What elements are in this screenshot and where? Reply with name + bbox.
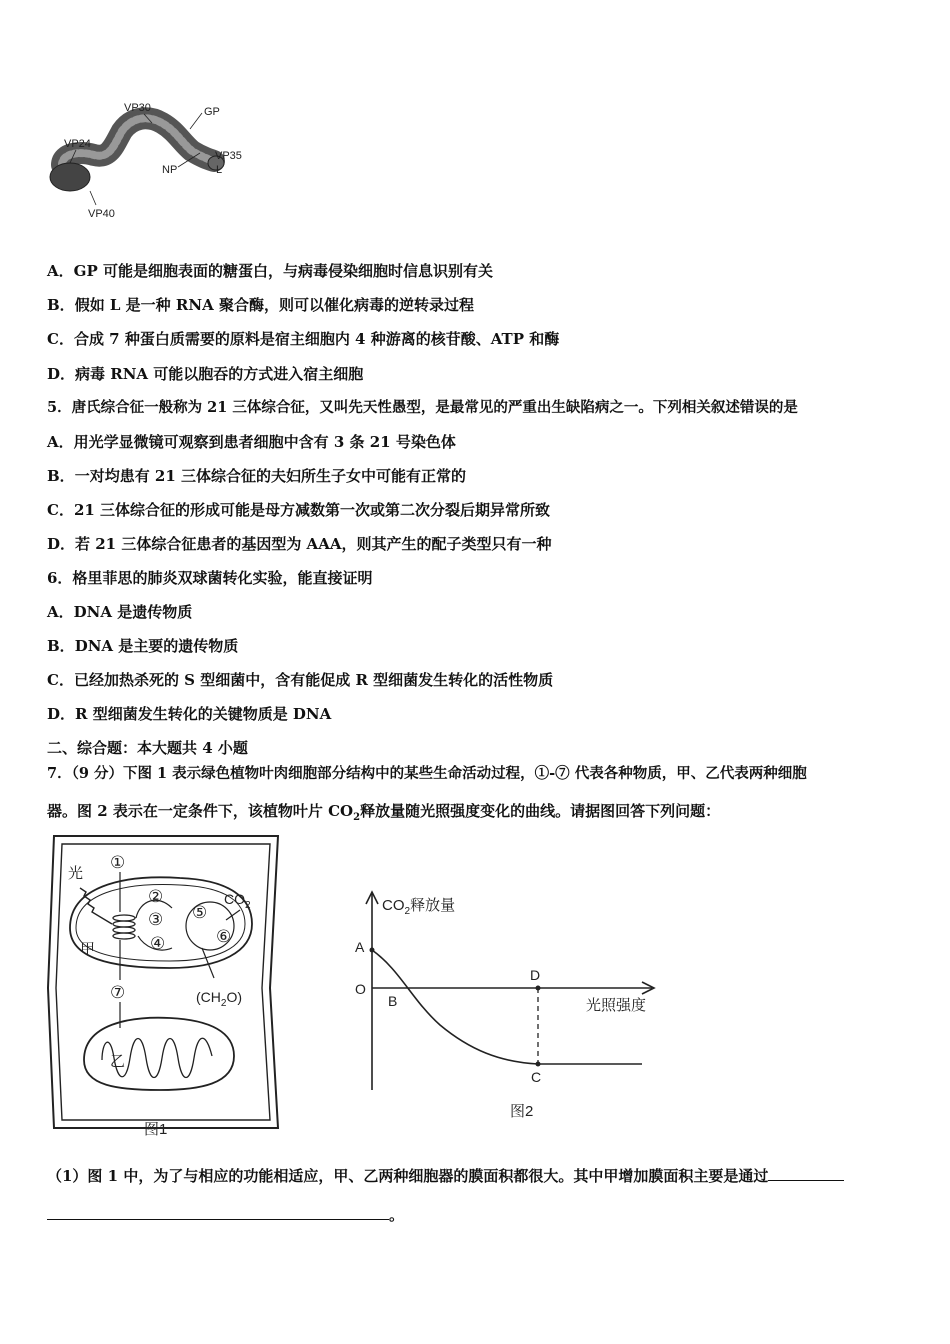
label-n7: ⑦	[110, 983, 126, 1002]
q6-stem: 6．格里菲思的肺炎双球菌转化实验，能直接证明	[47, 569, 373, 587]
label-c: C	[531, 1069, 542, 1085]
label-b: B	[388, 993, 398, 1009]
x-axis-label: 光照强度	[586, 997, 647, 1014]
q5-option-b: B．一对均患有 21 三体综合征的夫妇所生子女中可能有正常的	[47, 467, 467, 485]
q4-option-a: A．GP 可能是细胞表面的糖蛋白，与病毒侵染细胞时信息识别有关	[47, 262, 493, 280]
label-yi: 乙	[110, 1053, 126, 1070]
label-n4: ④	[150, 934, 166, 953]
virus-structure-figure	[40, 95, 260, 225]
figure-1-caption: 图1	[144, 1121, 168, 1138]
q6-option-b: B．DNA 是主要的遗传物质	[47, 637, 239, 655]
label-d: D	[530, 967, 541, 983]
q7-sub1-line1: （1）图 1 中，为了与相应的功能相适应，甲、乙两种细胞器的膜面积都很大。其中甲增加膜面积主要是通过	[47, 1166, 844, 1186]
answer-blank[interactable]	[768, 1166, 844, 1181]
y-axis-label: $CO_2$释放量	[382, 897, 456, 917]
q5-option-a: A．用光学显微镜可观察到患者细胞中含有 3 条 21 号染色体	[47, 433, 456, 451]
label-n5: ⑤	[192, 903, 208, 922]
q6-option-c: C．已经加热杀死的 S 型细菌中，含有能促成 R 型细菌发生转化的活性物质	[47, 671, 554, 689]
label-a: A	[355, 939, 365, 955]
figure-2-caption: 图2	[510, 1103, 534, 1120]
label-n2: ②	[148, 887, 164, 906]
q6-option-d: D．R 型细菌发生转化的关键物质是 DNA	[47, 705, 332, 723]
label-gp: GP	[204, 106, 220, 118]
label-o: O	[355, 981, 366, 997]
answer-blank-cont[interactable]	[47, 1205, 389, 1220]
label-vp24: VP24	[64, 138, 91, 150]
label-n3: ③	[148, 910, 164, 929]
q7-stem-line1: 7．（9 分）下图 1 表示绿色植物叶肉细胞部分结构中的某些生命活动过程，①-⑦ 代表各种物质，甲、乙代表两种细胞	[47, 765, 807, 782]
q7-stem-line2: 器。图 2 表示在一定条件下，该植物叶片 $CO_2$释放量随光照强度变化的曲线。请据图回答下列问题：	[47, 802, 721, 823]
label-np: NP	[162, 164, 178, 176]
grana-stack	[113, 915, 135, 939]
figure-2-chart	[340, 880, 670, 1130]
label-l: L	[216, 164, 223, 176]
cell-membrane	[56, 844, 270, 1120]
label-n1: ①	[110, 853, 126, 872]
point-a	[370, 948, 375, 953]
figure-1-cell	[40, 828, 290, 1148]
virus-head	[50, 163, 90, 191]
q4-option-c: C．合成 7 种蛋白质需要的原料是宿主细胞内 4 种游离的核苷酸、ATP 和酶	[47, 330, 560, 348]
section-heading: 二、综合题：本大题共 4 小题	[47, 739, 248, 757]
label-co2: $CO_2$	[224, 891, 251, 911]
label-vp35: VP35	[215, 150, 242, 162]
label-vp40: VP40	[88, 208, 115, 220]
q4-option-b: B．假如 L 是一种 RNA 聚合酶，则可以催化病毒的逆转录过程	[47, 296, 474, 314]
label-jia: 甲	[80, 941, 96, 958]
q6-option-a: A．DNA 是遗传物质	[47, 603, 193, 621]
label-light: 光	[68, 865, 84, 882]
calvin-cycle	[186, 902, 234, 950]
label-ch2o: $(CH_2O)$	[196, 989, 243, 1009]
q5-stem: 5．唐氏综合征一般称为 21 三体综合征，又叫先天性愚型，是最常见的严重出生缺陷病之一。下列相关叙述错误的是	[47, 399, 798, 416]
label-n6: ⑥	[216, 927, 232, 946]
q4-option-d: D．病毒 RNA 可能以胞吞的方式进入宿主细胞	[47, 365, 364, 383]
label-vp30: VP30	[124, 102, 151, 114]
q7-sub1-line2: 。	[47, 1205, 404, 1225]
q5-option-c: C．21 三体综合征的形成可能是母方减数第一次或第二次分裂后期异常所致	[47, 501, 551, 519]
q5-option-d: D．若 21 三体综合征患者的基因型为 AAA，则其产生的配子类型只有一种	[47, 535, 552, 553]
